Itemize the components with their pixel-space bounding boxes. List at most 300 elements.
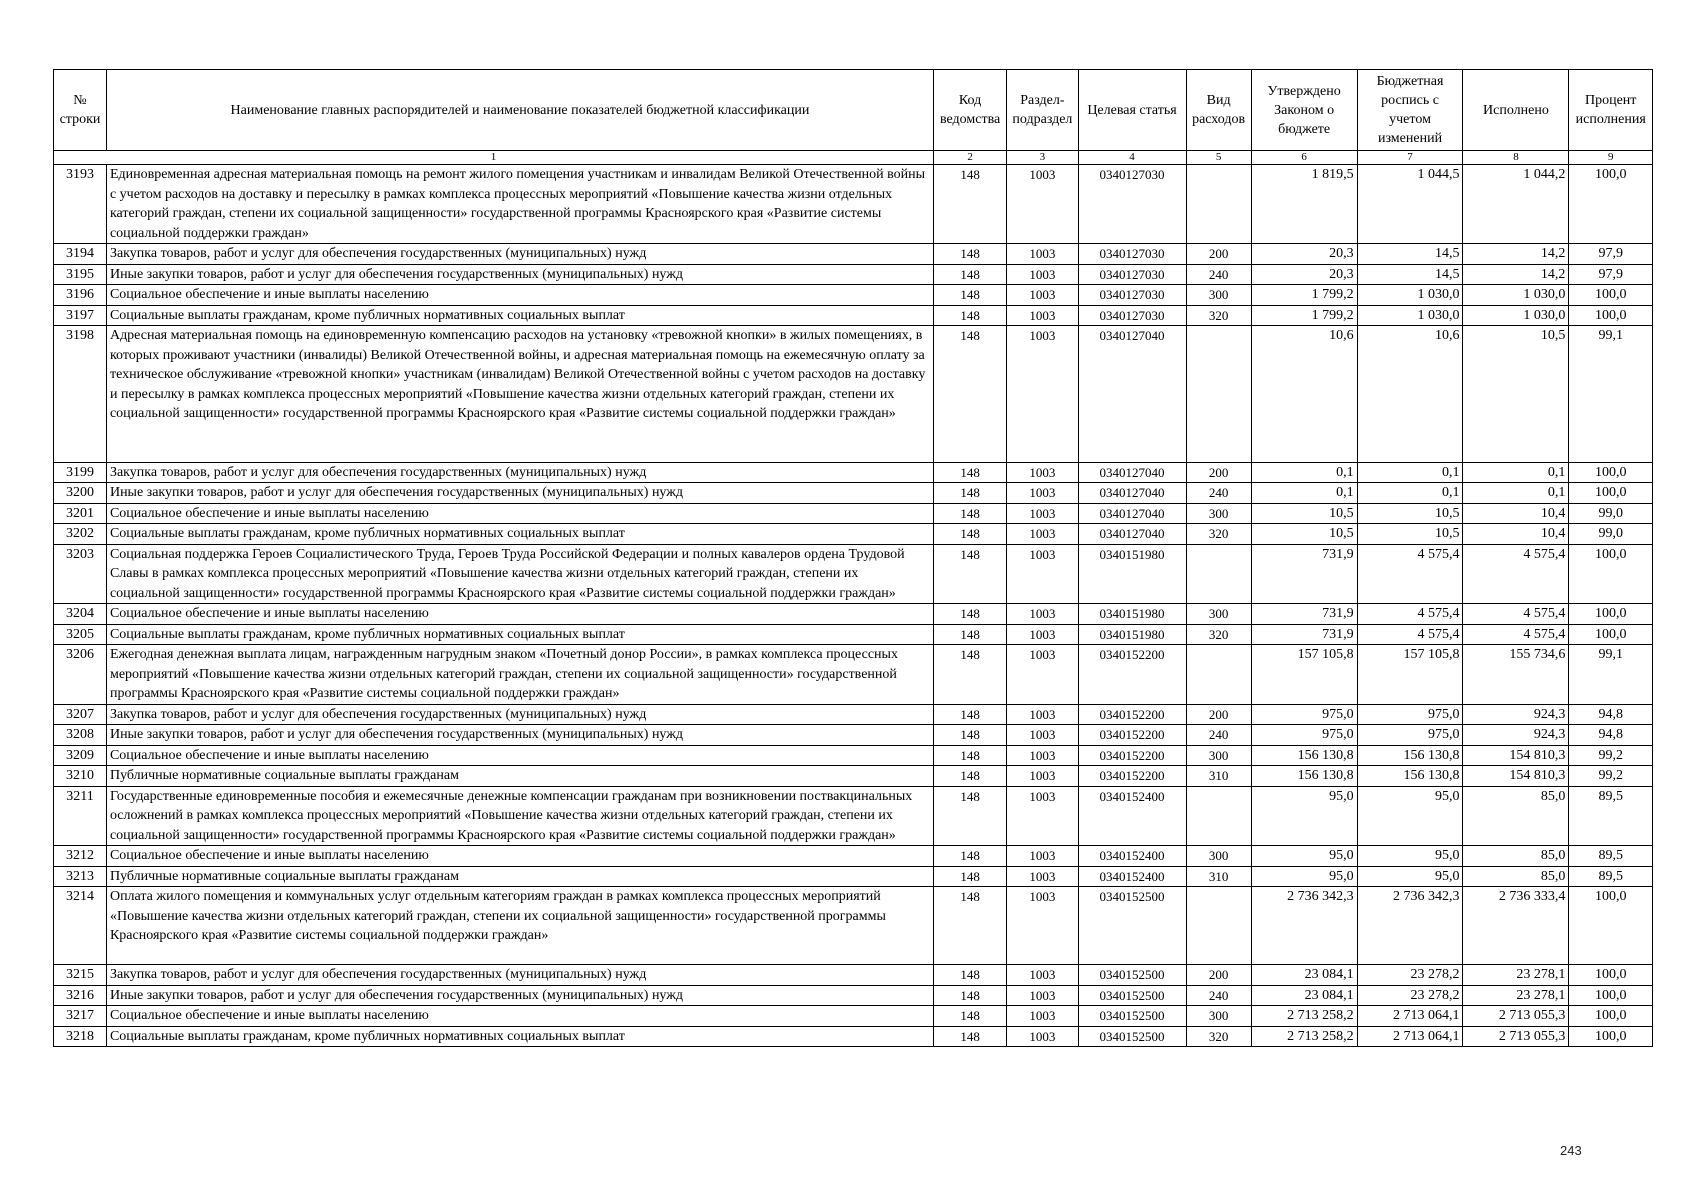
row-percent: 99,2 [1569,766,1653,787]
row-section: 1003 [1007,846,1078,867]
table-row [54,866,1653,887]
row-expense-type: 310 [1186,766,1251,787]
row-budget-roster: 1 030,0 [1357,285,1463,306]
row-expense-type [1186,887,1251,965]
row-executed: 4 575,4 [1463,624,1569,645]
row-section: 1003 [1007,326,1078,463]
row-department-code: 148 [933,985,1006,1006]
row-executed: 23 278,1 [1463,985,1569,1006]
table-row [54,766,1653,787]
row-number: 3193 [54,165,107,244]
row-section: 1003 [1007,704,1078,725]
row-name: Социальное обеспечение и иные выплаты населению [106,846,933,867]
row-expense-type: 200 [1186,965,1251,986]
row-target-item: 0340151980 [1078,624,1186,645]
table-row [54,165,1653,244]
row-percent: 100,0 [1569,624,1653,645]
row-department-code: 148 [933,165,1006,244]
row-target-item: 0340152500 [1078,985,1186,1006]
row-name: Иные закупки товаров, работ и услуг для обеспечения государственных (муниципальных) нужд [106,483,933,504]
row-expense-type [1186,786,1251,846]
row-expense-type [1186,165,1251,244]
row-approved: 1 799,2 [1251,285,1357,306]
row-expense-type: 240 [1186,985,1251,1006]
table-row [54,985,1653,1006]
table-row [54,965,1653,986]
row-name: Адресная материальная помощь на единовременную компенсацию расходов на установку «тревожной кнопки» в жилых помещениях, в которых проживают участники (инвалиды) Великой Отечественной войны, и адресная материальная помощь на ежемесячную оплату за техническое обслуживание «тревожной кнопки» участникам (инвалидам) Великой Отечественной войны с учетом расходов на доставку и пересылку в рамках комплекса процессных мероприятий «Повышение качества жизни отдельных категорий граждан, степени их социальной защищенности» государственной программы Красноярского края «Развитие системы социальной поддержки граждан» [106,326,933,463]
row-approved: 23 084,1 [1251,965,1357,986]
table-row [54,264,1653,285]
row-department-code: 148 [933,305,1006,326]
column-number-5: 5 [1186,151,1251,165]
column-number-8: 8 [1463,151,1569,165]
row-executed: 10,4 [1463,503,1569,524]
row-number: 3208 [54,725,107,746]
row-name: Закупка товаров, работ и услуг для обеспечения государственных (муниципальных) нужд [106,965,933,986]
row-target-item: 0340152400 [1078,846,1186,867]
row-target-item: 0340127040 [1078,524,1186,545]
row-target-item: 0340151980 [1078,604,1186,625]
row-expense-type [1186,326,1251,463]
row-number: 3210 [54,766,107,787]
row-approved: 2 736 342,3 [1251,887,1357,965]
row-budget-roster: 975,0 [1357,725,1463,746]
row-name: Социальное обеспечение и иные выплаты населению [106,745,933,766]
budget-execution-table [53,69,1653,1047]
row-department-code: 148 [933,503,1006,524]
row-number: 3205 [54,624,107,645]
row-name: Единовременная адресная материальная помощь на ремонт жилого помещения участникам и инвалидам Великой Отечественной войны с учетом расходов на доставку и пересылку в рамках комплекса процессных мероприятий «Повышение качества жизни отдельных категорий граждан, степени их социальной защищенности» государственной программы Красноярского края «Развитие системы социальной поддержки граждан» [106,165,933,244]
row-name: Иные закупки товаров, работ и услуг для обеспечения государственных (муниципальных) нужд [106,985,933,1006]
row-target-item: 0340127030 [1078,165,1186,244]
row-expense-type: 310 [1186,866,1251,887]
header-approved: Утверждено Законом о бюджете [1251,70,1357,151]
row-budget-roster: 156 130,8 [1357,766,1463,787]
row-budget-roster: 4 575,4 [1357,544,1463,604]
row-name: Публичные нормативные социальные выплаты гражданам [106,766,933,787]
row-approved: 23 084,1 [1251,985,1357,1006]
page-number: 243 [1560,1143,1582,1158]
row-budget-roster: 95,0 [1357,866,1463,887]
row-number: 3209 [54,745,107,766]
row-number: 3197 [54,305,107,326]
row-department-code: 148 [933,326,1006,463]
row-section: 1003 [1007,244,1078,265]
row-name: Социальное обеспечение и иные выплаты населению [106,503,933,524]
row-target-item: 0340152200 [1078,725,1186,746]
row-expense-type [1186,645,1251,705]
row-section: 1003 [1007,745,1078,766]
row-section: 1003 [1007,503,1078,524]
row-percent: 97,9 [1569,244,1653,265]
header-department-code: Код ведомства [933,70,1006,151]
row-name: Социальная поддержка Героев Социалистического Труда, Героев Труда Российской Федерации и полных кавалеров ордена Трудовой Славы в рамках комплекса процессных мероприятий «Повышение качества жизни отдельных категорий граждан, степени их социальной защищенности» государственной программы Красноярского края «Развитие системы социальной поддержки граждан» [106,544,933,604]
row-name: Государственные единовременные пособия и ежемесячные денежные компенсации гражданам при возникновении поствакцинальных осложнений в рамках комплекса процессных мероприятий «Повышение качества жизни отдельных категорий граждан, степени их социальной защищенности» государственной программы Красноярского края «Развитие системы социальной поддержки граждан» [106,786,933,846]
row-section: 1003 [1007,604,1078,625]
row-number: 3202 [54,524,107,545]
row-expense-type: 300 [1186,846,1251,867]
row-department-code: 148 [933,745,1006,766]
row-expense-type: 240 [1186,264,1251,285]
row-department-code: 148 [933,462,1006,483]
row-target-item: 0340152500 [1078,1006,1186,1027]
row-percent: 99,1 [1569,326,1653,463]
row-expense-type: 320 [1186,1026,1251,1047]
table-row [54,786,1653,846]
row-name: Социальные выплаты гражданам, кроме публичных нормативных социальных выплат [106,524,933,545]
row-number: 3199 [54,462,107,483]
row-percent: 94,8 [1569,704,1653,725]
row-name: Социальные выплаты гражданам, кроме публичных нормативных социальных выплат [106,305,933,326]
table-row [54,462,1653,483]
header-executed: Исполнено [1463,70,1569,151]
row-name: Социальные выплаты гражданам, кроме публичных нормативных социальных выплат [106,1026,933,1047]
row-number: 3212 [54,846,107,867]
row-budget-roster: 4 575,4 [1357,604,1463,625]
row-approved: 731,9 [1251,544,1357,604]
row-budget-roster: 14,5 [1357,264,1463,285]
row-budget-roster: 14,5 [1357,244,1463,265]
row-section: 1003 [1007,305,1078,326]
table-row [54,285,1653,306]
header-row-number: № строки [54,70,107,151]
row-approved: 10,6 [1251,326,1357,463]
row-number: 3203 [54,544,107,604]
row-section: 1003 [1007,264,1078,285]
table-row [54,503,1653,524]
table-row [54,544,1653,604]
row-number: 3215 [54,965,107,986]
row-budget-roster: 0,1 [1357,483,1463,504]
row-number: 3194 [54,244,107,265]
row-department-code: 148 [933,1006,1006,1027]
row-executed: 1 030,0 [1463,305,1569,326]
row-expense-type: 300 [1186,1006,1251,1027]
row-executed: 2 736 333,4 [1463,887,1569,965]
row-target-item: 0340127030 [1078,305,1186,326]
row-budget-roster: 1 044,5 [1357,165,1463,244]
row-executed: 4 575,4 [1463,544,1569,604]
column-number-row [54,151,1653,165]
row-executed: 154 810,3 [1463,766,1569,787]
row-expense-type: 200 [1186,244,1251,265]
row-expense-type: 200 [1186,704,1251,725]
row-executed: 924,3 [1463,725,1569,746]
row-name: Социальное обеспечение и иные выплаты населению [106,285,933,306]
row-expense-type: 300 [1186,745,1251,766]
row-approved: 0,1 [1251,483,1357,504]
row-executed: 4 575,4 [1463,604,1569,625]
row-expense-type: 320 [1186,305,1251,326]
row-target-item: 0340152200 [1078,645,1186,705]
row-percent: 100,0 [1569,462,1653,483]
row-approved: 156 130,8 [1251,745,1357,766]
row-percent: 100,0 [1569,165,1653,244]
column-number-2: 2 [933,151,1006,165]
row-approved: 20,3 [1251,264,1357,285]
row-number: 3213 [54,866,107,887]
row-name: Публичные нормативные социальные выплаты гражданам [106,866,933,887]
row-number: 3195 [54,264,107,285]
row-expense-type: 300 [1186,604,1251,625]
row-approved: 10,5 [1251,503,1357,524]
row-executed: 154 810,3 [1463,745,1569,766]
row-number: 3218 [54,1026,107,1047]
row-target-item: 0340152500 [1078,1026,1186,1047]
table-row [54,624,1653,645]
row-section: 1003 [1007,866,1078,887]
row-approved: 95,0 [1251,786,1357,846]
row-percent: 100,0 [1569,483,1653,504]
row-percent: 89,5 [1569,866,1653,887]
row-section: 1003 [1007,544,1078,604]
row-section: 1003 [1007,462,1078,483]
row-budget-roster: 156 130,8 [1357,745,1463,766]
row-target-item: 0340127030 [1078,244,1186,265]
row-name: Иные закупки товаров, работ и услуг для обеспечения государственных (муниципальных) нужд [106,725,933,746]
row-budget-roster: 95,0 [1357,786,1463,846]
row-percent: 100,0 [1569,285,1653,306]
row-percent: 100,0 [1569,965,1653,986]
row-department-code: 148 [933,846,1006,867]
row-executed: 0,1 [1463,483,1569,504]
row-executed: 10,5 [1463,326,1569,463]
column-number-3: 3 [1007,151,1078,165]
row-percent: 100,0 [1569,604,1653,625]
table-row [54,604,1653,625]
row-percent: 100,0 [1569,1006,1653,1027]
row-expense-type: 240 [1186,725,1251,746]
row-number: 3206 [54,645,107,705]
row-percent: 100,0 [1569,305,1653,326]
row-approved: 0,1 [1251,462,1357,483]
row-approved: 731,9 [1251,604,1357,625]
header-name: Наименование главных распорядителей и наименование показателей бюджетной классификации [106,70,933,151]
row-section: 1003 [1007,524,1078,545]
row-target-item: 0340127040 [1078,326,1186,463]
row-executed: 23 278,1 [1463,965,1569,986]
row-budget-roster: 2 713 064,1 [1357,1006,1463,1027]
table-row [54,1006,1653,1027]
row-section: 1003 [1007,985,1078,1006]
row-percent: 99,2 [1569,745,1653,766]
row-department-code: 148 [933,725,1006,746]
row-approved: 975,0 [1251,725,1357,746]
row-executed: 2 713 055,3 [1463,1006,1569,1027]
row-expense-type: 300 [1186,285,1251,306]
row-budget-roster: 95,0 [1357,846,1463,867]
row-department-code: 148 [933,604,1006,625]
column-number-7: 7 [1357,151,1463,165]
row-target-item: 0340152200 [1078,745,1186,766]
row-department-code: 148 [933,1026,1006,1047]
row-budget-roster: 10,5 [1357,503,1463,524]
row-expense-type: 240 [1186,483,1251,504]
row-percent: 97,9 [1569,264,1653,285]
table-row [54,745,1653,766]
row-target-item: 0340127030 [1078,285,1186,306]
row-department-code: 148 [933,264,1006,285]
row-executed: 10,4 [1463,524,1569,545]
row-section: 1003 [1007,285,1078,306]
table-row [54,1026,1653,1047]
row-percent: 100,0 [1569,887,1653,965]
row-percent: 100,0 [1569,1026,1653,1047]
row-department-code: 148 [933,887,1006,965]
row-section: 1003 [1007,786,1078,846]
row-department-code: 148 [933,524,1006,545]
row-target-item: 0340152200 [1078,766,1186,787]
row-department-code: 148 [933,645,1006,705]
row-name: Ежегодная денежная выплата лицам, награжденным нагрудным знаком «Почетный донор России», в рамках комплекса процессных мероприятий «Повышение качества жизни отдельных категорий граждан, степени их социальной защищенности» государственной программы Красноярского края «Развитие системы социальной поддержки граждан» [106,645,933,705]
row-budget-roster: 10,5 [1357,524,1463,545]
row-approved: 95,0 [1251,846,1357,867]
row-target-item: 0340127040 [1078,483,1186,504]
row-section: 1003 [1007,165,1078,244]
row-department-code: 148 [933,285,1006,306]
table-row [54,887,1653,965]
row-number: 3200 [54,483,107,504]
row-executed: 2 713 055,3 [1463,1026,1569,1047]
row-executed: 924,3 [1463,704,1569,725]
column-number-1: 1 [54,151,934,165]
table-row [54,846,1653,867]
row-target-item: 0340127040 [1078,503,1186,524]
table-row [54,483,1653,504]
row-percent: 89,5 [1569,846,1653,867]
row-target-item: 0340151980 [1078,544,1186,604]
row-section: 1003 [1007,887,1078,965]
row-name: Социальное обеспечение и иные выплаты населению [106,1006,933,1027]
row-name: Оплата жилого помещения и коммунальных услуг отдельным категориям граждан в рамках комплекса процессных мероприятий «Повышение качества жизни отдельных категорий граждан, степени их социальной защищенности» государственной программы Красноярского края «Развитие системы социальной поддержки граждан» [106,887,933,965]
row-executed: 85,0 [1463,786,1569,846]
row-executed: 155 734,6 [1463,645,1569,705]
header-section: Раздел-подраздел [1007,70,1078,151]
row-number: 3196 [54,285,107,306]
row-department-code: 148 [933,544,1006,604]
row-percent: 100,0 [1569,985,1653,1006]
table-body [54,165,1653,1047]
row-department-code: 148 [933,866,1006,887]
row-number: 3217 [54,1006,107,1027]
row-budget-roster: 2 713 064,1 [1357,1026,1463,1047]
row-percent: 99,0 [1569,503,1653,524]
row-expense-type [1186,544,1251,604]
row-department-code: 148 [933,965,1006,986]
row-percent: 99,0 [1569,524,1653,545]
row-budget-roster: 2 736 342,3 [1357,887,1463,965]
table-row [54,725,1653,746]
row-approved: 1 819,5 [1251,165,1357,244]
column-number-6: 6 [1251,151,1357,165]
row-target-item: 0340152500 [1078,887,1186,965]
row-section: 1003 [1007,766,1078,787]
row-executed: 85,0 [1463,846,1569,867]
row-budget-roster: 0,1 [1357,462,1463,483]
row-percent: 94,8 [1569,725,1653,746]
row-approved: 10,5 [1251,524,1357,545]
row-section: 1003 [1007,483,1078,504]
row-department-code: 148 [933,704,1006,725]
table-row [54,645,1653,705]
row-section: 1003 [1007,725,1078,746]
row-name: Социальное обеспечение и иные выплаты населению [106,604,933,625]
row-percent: 89,5 [1569,786,1653,846]
row-department-code: 148 [933,786,1006,846]
row-approved: 731,9 [1251,624,1357,645]
row-approved: 157 105,8 [1251,645,1357,705]
row-percent: 100,0 [1569,544,1653,604]
row-budget-roster: 23 278,2 [1357,985,1463,1006]
row-section: 1003 [1007,965,1078,986]
row-target-item: 0340152400 [1078,786,1186,846]
row-percent: 99,1 [1569,645,1653,705]
row-budget-roster: 1 030,0 [1357,305,1463,326]
row-target-item: 0340152400 [1078,866,1186,887]
table-row [54,305,1653,326]
table-row [54,244,1653,265]
header-budget-roster: Бюджетная роспись с учетом изменений [1357,70,1463,151]
row-number: 3204 [54,604,107,625]
table-row [54,704,1653,725]
row-budget-roster: 23 278,2 [1357,965,1463,986]
row-executed: 14,2 [1463,244,1569,265]
row-section: 1003 [1007,624,1078,645]
row-number: 3201 [54,503,107,524]
row-target-item: 0340127030 [1078,264,1186,285]
row-number: 3214 [54,887,107,965]
row-target-item: 0340152200 [1078,704,1186,725]
row-section: 1003 [1007,1026,1078,1047]
header-expense-type: Вид расходов [1186,70,1251,151]
row-approved: 1 799,2 [1251,305,1357,326]
table-row [54,524,1653,545]
row-target-item: 0340127040 [1078,462,1186,483]
row-approved: 20,3 [1251,244,1357,265]
row-department-code: 148 [933,244,1006,265]
row-expense-type: 320 [1186,524,1251,545]
row-name: Закупка товаров, работ и услуг для обеспечения государственных (муниципальных) нужд [106,244,933,265]
row-expense-type: 300 [1186,503,1251,524]
header-target-item: Целевая статья [1078,70,1186,151]
row-budget-roster: 157 105,8 [1357,645,1463,705]
column-number-4: 4 [1078,151,1186,165]
row-approved: 156 130,8 [1251,766,1357,787]
row-executed: 85,0 [1463,866,1569,887]
row-expense-type: 200 [1186,462,1251,483]
row-target-item: 0340152500 [1078,965,1186,986]
row-department-code: 148 [933,483,1006,504]
row-approved: 95,0 [1251,866,1357,887]
row-number: 3198 [54,326,107,463]
row-department-code: 148 [933,766,1006,787]
table-row [54,326,1653,463]
row-approved: 2 713 258,2 [1251,1026,1357,1047]
table-header-row [54,70,1653,151]
row-executed: 1 044,2 [1463,165,1569,244]
row-executed: 14,2 [1463,264,1569,285]
row-section: 1003 [1007,645,1078,705]
row-approved: 2 713 258,2 [1251,1006,1357,1027]
column-number-9: 9 [1569,151,1653,165]
header-percent: Процент исполнения [1569,70,1653,151]
row-section: 1003 [1007,1006,1078,1027]
row-budget-roster: 4 575,4 [1357,624,1463,645]
row-budget-roster: 10,6 [1357,326,1463,463]
row-number: 3207 [54,704,107,725]
row-expense-type: 320 [1186,624,1251,645]
row-executed: 1 030,0 [1463,285,1569,306]
